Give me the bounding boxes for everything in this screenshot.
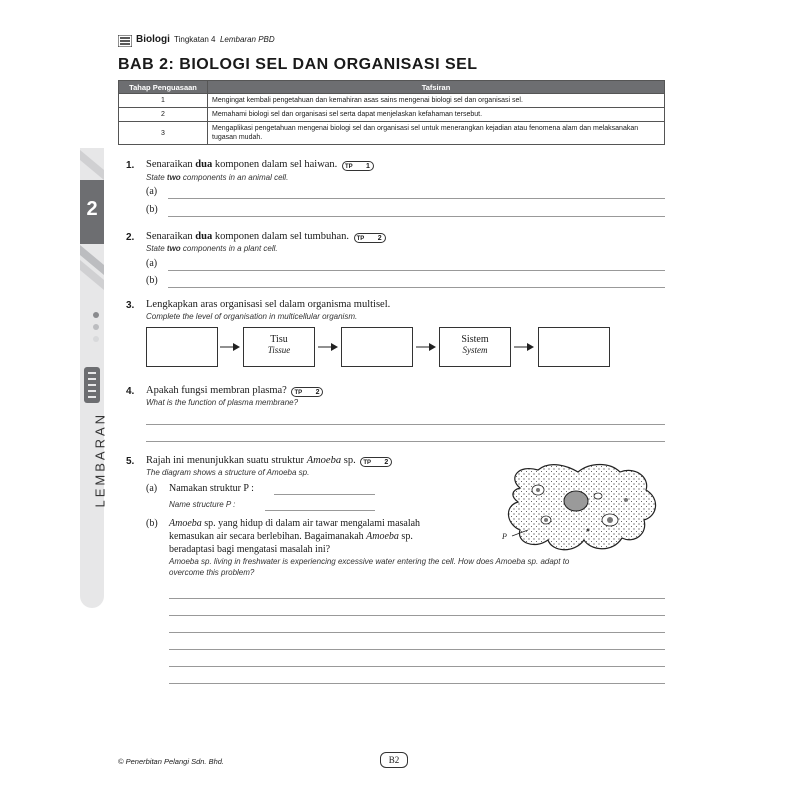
flow-box-tissue-ms: Tisu <box>270 334 288 345</box>
diagram-label-p: P <box>502 532 507 541</box>
tp-badge <box>354 233 386 243</box>
page-title: BAB 2: BIOLOGI SEL DAN ORGANISASI SEL <box>118 56 478 73</box>
q1-answer-b-line[interactable] <box>168 216 665 217</box>
q2-text: Senaraikan dua komponen dalam sel tumbuhan. TP 2 <box>146 231 386 242</box>
q5b-translation-line2: overcome this problem? <box>169 568 255 577</box>
flow-box-organ[interactable] <box>341 327 413 367</box>
tp-badge <box>342 161 374 171</box>
arrow-right-icon <box>220 343 240 351</box>
tp-badge-prefix: TP <box>294 390 303 396</box>
q5b-answer-line[interactable] <box>169 598 665 599</box>
q5a-text: Namakan struktur P : <box>169 483 254 494</box>
q4-answer-line[interactable] <box>146 441 665 442</box>
tp-badge-prefix: TP <box>344 164 353 170</box>
q5-text: Rajah ini menunjukkan suatu struktur Amoeba sp. TP 2 <box>146 455 392 466</box>
table-cell-text: Mengingat kembali pengetahuan dan kemahiran asas sains mengenai biologi sel dan organisasi sel. <box>208 94 665 108</box>
table-row <box>119 108 665 122</box>
q2-translation: State two components in a plant cell. <box>146 244 278 253</box>
header-subject: Biologi <box>136 34 170 45</box>
q4-translation: What is the function of plasma membrane? <box>146 398 299 407</box>
q4-text: Apakah fungsi membran plasma? TP 2 <box>146 385 323 396</box>
tp-badge <box>291 387 323 397</box>
arrow-right-icon <box>416 343 436 351</box>
q5b-text-line2: kemasukan air secara berlebihan. Bagaimanakah Amoeba sp. <box>169 531 413 542</box>
mastery-level-table <box>118 80 665 145</box>
amoeba-diagram <box>498 458 668 558</box>
q5b-answer-line[interactable] <box>169 649 665 650</box>
side-dot <box>93 324 99 330</box>
q1-answer-a-line[interactable] <box>168 198 665 199</box>
chapter-number: 2 <box>86 198 98 220</box>
table-row <box>119 94 665 108</box>
q5a-answer-line[interactable] <box>274 494 375 495</box>
q5a-translation: Name structure P : <box>169 500 236 509</box>
tp-badge-prefix: TP <box>363 460 371 466</box>
table-row <box>119 122 665 145</box>
q1-text: Senaraikan dua komponen dalam sel haiwan. TP 1 <box>146 159 374 170</box>
tp-badge-number: 1 <box>366 163 370 170</box>
q2-option-a-label: (a) <box>146 258 158 269</box>
arrow-right-icon <box>514 343 534 351</box>
q5b-answer-line[interactable] <box>169 666 665 667</box>
pbd-logo-icon <box>82 365 102 405</box>
q5b-label: (b) <box>146 518 158 529</box>
table-header-row <box>119 81 665 94</box>
q4-number: 4. <box>126 386 135 397</box>
q2-option-b-label: (b) <box>146 275 158 286</box>
tp-badge-prefix: TP <box>356 236 365 242</box>
q5a-answer-line-2[interactable] <box>265 510 375 511</box>
q3-number: 3. <box>126 300 135 311</box>
q2-answer-a-line[interactable] <box>168 270 665 271</box>
q2-number: 2. <box>126 232 135 243</box>
flow-box-system-en: System <box>462 345 488 355</box>
side-dot <box>93 336 99 342</box>
q1-option-b-label: (b) <box>146 204 158 215</box>
table-cell-level: 2 <box>119 108 208 122</box>
publisher-logo-icon <box>118 35 132 47</box>
flow-box-tissue <box>243 327 315 367</box>
header-level: Tingkatan 4 Lembaran PBD <box>174 35 275 44</box>
q5b-answer-line[interactable] <box>169 615 665 616</box>
flow-box-system <box>439 327 511 367</box>
footer-copyright: © Penerbitan Pelangi Sdn. Bhd. <box>118 757 225 766</box>
tp-badge-number: 2 <box>377 235 382 242</box>
flow-box-system-ms: Sistem <box>461 334 489 345</box>
q1-option-a-label: (a) <box>146 186 158 197</box>
table-cell-text: Mengaplikasi pengetahuan mengenai biologi sel dan organisasi sel untuk menerangkan kejadian atau fenomena alam dan melaksanakan tugasan mudah. <box>208 122 665 145</box>
table-header-level: Tahap Penguasaan <box>119 81 208 94</box>
q4-answer-line[interactable] <box>146 424 665 425</box>
q5b-answer-line[interactable] <box>169 632 665 633</box>
side-dot <box>93 312 99 318</box>
arrow-right-icon <box>318 343 338 351</box>
q5b-answer-line[interactable] <box>169 683 665 684</box>
flow-box-cell[interactable] <box>146 327 218 367</box>
tp-badge <box>360 457 392 467</box>
q3-text: Lengkapkan aras organisasi sel dalam organisma multisel. <box>146 299 391 310</box>
table-cell-text: Memahami biologi sel dan organisasi sel serta dapat menjelaskan kefahaman tersebut. <box>208 108 665 122</box>
q5a-label: (a) <box>146 483 158 494</box>
q5b-text-line3: beradaptasi bagi mengatasi masalah ini? <box>169 544 331 555</box>
q5b-text-line1: Amoeba sp. yang hidup di dalam air tawar mengalami masalah <box>169 518 421 529</box>
table-cell-level: 1 <box>119 94 208 108</box>
page-number: B2 <box>380 752 408 768</box>
q3-translation: Complete the level of organisation in multicellular organism. <box>146 312 358 321</box>
q1-number: 1. <box>126 160 135 171</box>
tp-badge-number: 2 <box>384 459 389 466</box>
table-cell-level: 3 <box>119 122 208 145</box>
table-header-interpretation: Tafsiran <box>208 81 665 94</box>
q1-translation: State two components in an animal cell. <box>146 173 289 182</box>
flow-box-organism[interactable] <box>538 327 610 367</box>
flow-box-tissue-en: Tissue <box>267 345 291 355</box>
q5-number: 5. <box>126 456 135 467</box>
q5b-translation-line1: Amoeba sp. living in freshwater is experiencing excessive water entering the cell. How does Amoeba sp. adapt to <box>169 557 570 566</box>
tp-badge-number: 2 <box>315 389 320 396</box>
q2-answer-b-line[interactable] <box>168 287 665 288</box>
q5-translation: The diagram shows a structure of Amoeba sp. <box>146 468 310 477</box>
side-label: LEMBARAN <box>92 411 108 508</box>
